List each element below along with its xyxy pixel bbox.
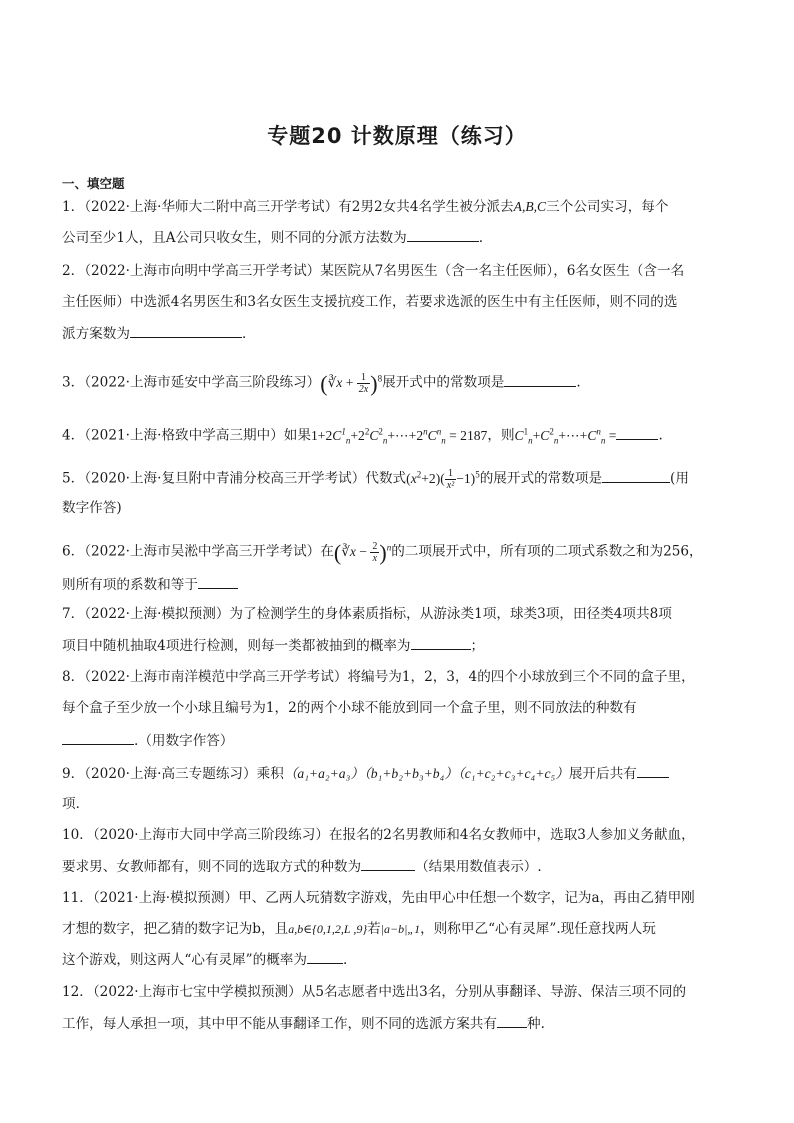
question-9-line-2 bbox=[62, 794, 742, 814]
answer-blank[interactable] bbox=[62, 730, 134, 745]
punctuation: 种. bbox=[527, 1016, 545, 1032]
question-6-text-2: 的二项展开式中，所有项的二项式系数之和为256， bbox=[391, 543, 703, 560]
product-factor-a: （a₁+a₂+a₃） bbox=[283, 766, 364, 781]
question-5-text: 5．（2020·上海·复旦附中青浦分校高三开学考试）代数式 bbox=[62, 470, 407, 487]
algebraic-expression: $(x^2+2)$( $\frac{1}{\text{x²}}$ −1)$^5$ bbox=[406, 467, 480, 491]
question-11-line-2 bbox=[62, 919, 742, 939]
question-2-text-3: 派方案数为 bbox=[62, 326, 130, 342]
question-6-text-3: 则所有项的系数和等于 bbox=[62, 577, 198, 593]
answer-blank[interactable] bbox=[602, 468, 670, 483]
question-12-text: 12．（2022·上海市七宝中学模拟预测）从5名志愿者中选出3名，分别从事翻译、导游、保洁三项不同的 bbox=[62, 984, 687, 1000]
answer-blank[interactable] bbox=[361, 856, 415, 871]
answer-blank[interactable] bbox=[130, 323, 242, 338]
answer-blank[interactable] bbox=[411, 635, 471, 650]
question-5-text-4: 数字作答) bbox=[62, 500, 122, 516]
question-11-text-3: 若 bbox=[367, 921, 381, 937]
question-12-line-1 bbox=[62, 982, 742, 1002]
question-7-text-2: 项目中随机抽取4项进行检测，则每一类都被抽到的概率为 bbox=[62, 638, 411, 654]
answer-blank[interactable] bbox=[637, 763, 669, 778]
question-10-line-1 bbox=[62, 825, 742, 845]
combination-sum-expression: $1+2C^1_n+2^2C^2_n+\cdots+2^nC^n_n = 2187$ bbox=[311, 426, 488, 446]
question-6-line-2 bbox=[62, 574, 742, 594]
question-1-text-cont: 三个公司实习，每个 bbox=[546, 199, 669, 215]
punctuation: . bbox=[576, 374, 581, 391]
question-11-text-2: 才想的数字，把乙猜的数字记为b，且 bbox=[62, 921, 289, 937]
punctuation: ； bbox=[470, 638, 485, 654]
set-expression: a,b∈{0,1,2,L ,9} bbox=[288, 922, 368, 936]
question-2-line-3 bbox=[62, 323, 742, 343]
question-8-line-2 bbox=[62, 698, 742, 718]
question-9-text-3: 项． bbox=[62, 796, 90, 812]
question-11-line-3 bbox=[62, 949, 742, 969]
question-4-text: 4．（2021·上海·格致中学高三期中）如果 bbox=[62, 427, 311, 444]
question-5-text-2: 的展开式的常数项是 bbox=[479, 470, 603, 487]
punctuation: ． bbox=[241, 326, 256, 342]
question-1-line-1 bbox=[62, 197, 742, 217]
answer-blank[interactable] bbox=[407, 227, 479, 242]
question-3-text-2: 展开式中的常数项是 bbox=[382, 374, 505, 391]
question-6-text: 6．（2022·上海市吴淞中学高三开学考试）在 bbox=[62, 543, 334, 560]
answer-blank[interactable] bbox=[497, 1013, 527, 1028]
question-3-line bbox=[62, 368, 742, 396]
question-2-line-1 bbox=[62, 261, 742, 281]
question-4-line bbox=[62, 421, 742, 446]
question-8-text-3: .（用数字作答） bbox=[134, 733, 234, 749]
question-11-text-4: ，则称甲乙“心有灵犀”.现任意找两人玩 bbox=[420, 921, 656, 937]
answer-blank[interactable] bbox=[307, 949, 343, 964]
question-8-text: 8．（2022·上海市南洋模范中学高三开学考试）将编号为1，2，3，4的四个小球放到三个不同的盒子里， bbox=[62, 669, 695, 685]
question-7-line-1 bbox=[62, 604, 742, 624]
question-1-line-2 bbox=[62, 227, 742, 247]
question-5-line-2 bbox=[62, 498, 742, 518]
binomial-expression: (∛x + $\frac{1}{2x}$ )$^8$ bbox=[320, 370, 383, 396]
question-1-text: 1．（2022·上海·华师大二附中高三开学考试）有2男2女共4名学生被分派去 bbox=[62, 199, 514, 215]
answer-blank[interactable] bbox=[198, 574, 238, 589]
punctuation: . bbox=[658, 427, 663, 444]
question-12-line-2 bbox=[62, 1013, 742, 1033]
question-10-text-2: 要求男、女教师都有，则不同的选取方式的种数为 bbox=[62, 859, 362, 875]
question-10-text: 10．（2020·上海市大同中学高三阶段练习）在报名的2名男教师和4名女教师中，选取3人参加义务献血， bbox=[62, 827, 695, 843]
question-10-line-2 bbox=[62, 856, 742, 876]
punctuation: . bbox=[478, 230, 484, 246]
punctuation: . bbox=[343, 952, 348, 968]
answer-blank[interactable] bbox=[616, 425, 658, 440]
question-2-text-2: 主任医师）中选派4名男医生和3名女医生支援抗疫工作，若要求选派的医生中有主任医师，则不同的选 bbox=[62, 294, 678, 310]
question-9-text: 9．（2020·上海·高三专题练习）乘积 bbox=[62, 766, 284, 782]
question-1-text-2: 公司至少1人，且A公司只收女生，则不同的分派方法数为 bbox=[62, 230, 407, 246]
question-3-text: 3．（2022·上海市延安中学高三阶段练习） bbox=[62, 374, 321, 391]
combination-target-expression: $C^1_n+C^2_n+\cdots+C^n_n$ = bbox=[514, 426, 617, 446]
answer-blank[interactable] bbox=[504, 372, 576, 387]
absolute-value-expression: |a−b|„1 bbox=[380, 922, 421, 936]
question-2-line-2 bbox=[62, 292, 742, 312]
page-title: 专题20 计数原理（练习） bbox=[267, 124, 527, 148]
question-4-text-2: ，则 bbox=[487, 427, 515, 444]
binomial-expression: (∛x − $\frac{2}{x}$ )$^n$ bbox=[333, 539, 392, 565]
question-6-line-1 bbox=[62, 537, 742, 565]
question-2-text: 2．（2022·上海市向明中学高三开学考试）某医院从7名男医生（含一名主任医师），6名女医生（含一名 bbox=[62, 263, 685, 279]
company-labels: A,B,C bbox=[513, 199, 547, 214]
question-8-text-2: 每个盒子至少放一个小球且编号为1，2的两个小球不能放到同一个盒子里，则不同放法的种数有 bbox=[62, 700, 637, 716]
question-7-text: 7．（2022·上海·模拟预测）为了检测学生的身体素质指标，从游泳类1项，球类3项，田径类4项共8项 bbox=[62, 606, 672, 622]
question-8-line-3 bbox=[62, 730, 742, 750]
question-12-text-2: 工作，每人承担一项，其中甲不能从事翻译工作，则不同的选派方案共有 bbox=[62, 1016, 497, 1032]
product-factor-c: （c₁+c₂+c₃+c₄+c₅） bbox=[457, 766, 569, 781]
question-5-text-3: (用 bbox=[670, 470, 689, 487]
section-heading: 一、填空题 bbox=[62, 176, 125, 191]
question-11-text-5: 这个游戏，则这两人“心有灵犀”的概率为 bbox=[62, 952, 307, 968]
question-9-text-2: 展开后共有 bbox=[568, 766, 637, 782]
question-11-text: 11．（2021·上海·模拟预测）甲、乙两人玩猜数字游戏，先由甲心中任想一个数字，记为a，再由乙猜甲刚 bbox=[62, 890, 695, 906]
product-factor-b: （b₁+b₂+b₃+b₄） bbox=[363, 766, 458, 781]
question-11-line-1 bbox=[62, 888, 742, 908]
question-9-line-1 bbox=[62, 763, 742, 783]
question-10-text-3: （结果用数值表示）. bbox=[415, 859, 542, 875]
question-8-line-1 bbox=[62, 667, 742, 687]
question-7-line-2 bbox=[62, 635, 742, 655]
question-5-line-1 bbox=[62, 464, 742, 491]
